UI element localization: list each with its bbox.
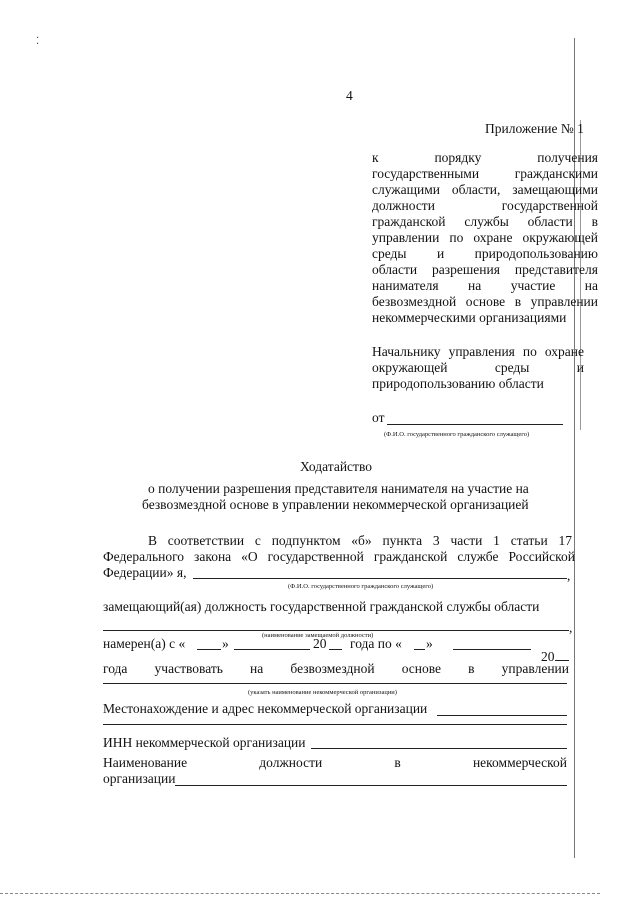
date-to-month-field[interactable]	[453, 649, 531, 650]
header-line: управлении по охране окружающей	[372, 230, 598, 245]
date-from-month-field[interactable]	[234, 649, 310, 650]
org-position-field[interactable]	[175, 785, 567, 786]
body-line-4: замещающий(ая) должность государственной гражданской службы области	[103, 599, 540, 614]
body-line-10: Наименование должности в некоммерческой	[103, 755, 567, 770]
from-label: от	[372, 410, 385, 425]
caption-org: (указать наименование некоммерческой организации)	[248, 689, 397, 696]
header-line: гражданской службы области в	[372, 214, 598, 229]
inn-field[interactable]	[311, 748, 567, 749]
org-address-field-2[interactable]	[103, 724, 567, 725]
date-to-day-field[interactable]	[414, 649, 425, 650]
position-field[interactable]	[103, 630, 569, 631]
addressee-line: окружающей среды и	[372, 360, 584, 375]
org-address-field-1[interactable]	[437, 715, 567, 716]
date-from-year-prefix: 20	[313, 636, 327, 651]
organization-field[interactable]	[103, 683, 567, 684]
body-line-1: В соответствии с подпунктом «б» пункта 3 части 1 статьи 17	[148, 533, 572, 548]
petition-subtitle: о получении разрешения представителя нанимателя на участие на	[148, 481, 529, 496]
from-caption: (Ф.И.О. государственного гражданского служащего)	[384, 431, 530, 438]
body-line-5-end: ,	[569, 620, 573, 635]
date-from-label: намерен(а) с «	[103, 636, 186, 651]
body-line-8: Местонахождение и адрес некоммерческой организации	[103, 701, 428, 716]
header-line: должности государственной	[372, 198, 598, 213]
body-line-11: организации	[103, 771, 176, 786]
date-to-label: года по «	[350, 636, 402, 651]
body-line-7: года участвовать на безвозмездной основе в управлении	[103, 661, 569, 676]
header-line: служащими области, замещающими	[372, 182, 598, 197]
header-line: государственными гражданскими	[372, 166, 598, 181]
addressee-line: природопользованию области	[372, 376, 544, 391]
header-line: безвозмездной основе в управлении	[372, 294, 598, 309]
caption-fio: (Ф.И.О. государственного гражданского служащего)	[288, 583, 434, 590]
body-line-9: ИНН некоммерческой организации	[103, 735, 306, 750]
body-line-3-end: ,	[567, 568, 571, 583]
header-line: нанимателя на участие на	[372, 278, 598, 293]
body-line-3-start: Федерации» я,	[103, 565, 187, 580]
header-line: к порядку получения	[372, 150, 598, 165]
addressee-line: Начальнику управления по охране	[372, 344, 584, 359]
date-from-year-field[interactable]	[329, 649, 342, 650]
header-line: среды и природопользованию	[372, 246, 598, 261]
from-fio-field[interactable]	[387, 424, 563, 425]
body-line-2: Федерального закона «О государственной гражданской службе Российской	[103, 549, 575, 564]
header-line: области разрешения представителя	[372, 262, 598, 277]
scan-mark: ⁚	[36, 36, 40, 47]
header-line: некоммерческими организациями	[372, 310, 567, 325]
date-from-close-quote: »	[222, 636, 229, 651]
petition-subtitle: безвозмездной основе в управлении некоммерческой организацией	[142, 497, 529, 512]
scan-bottom-edge	[0, 893, 600, 894]
date-to-year-prefix: 20	[541, 649, 555, 664]
date-from-day-field[interactable]	[197, 649, 221, 650]
appendix-title: Приложение № 1	[485, 121, 584, 136]
fio-field[interactable]	[193, 578, 567, 579]
petition-title: Ходатайство	[300, 459, 372, 474]
date-to-close-quote: »	[426, 636, 433, 651]
caption-position: (наименование замещаемой должности)	[262, 632, 374, 639]
page-number: 4	[346, 88, 353, 103]
